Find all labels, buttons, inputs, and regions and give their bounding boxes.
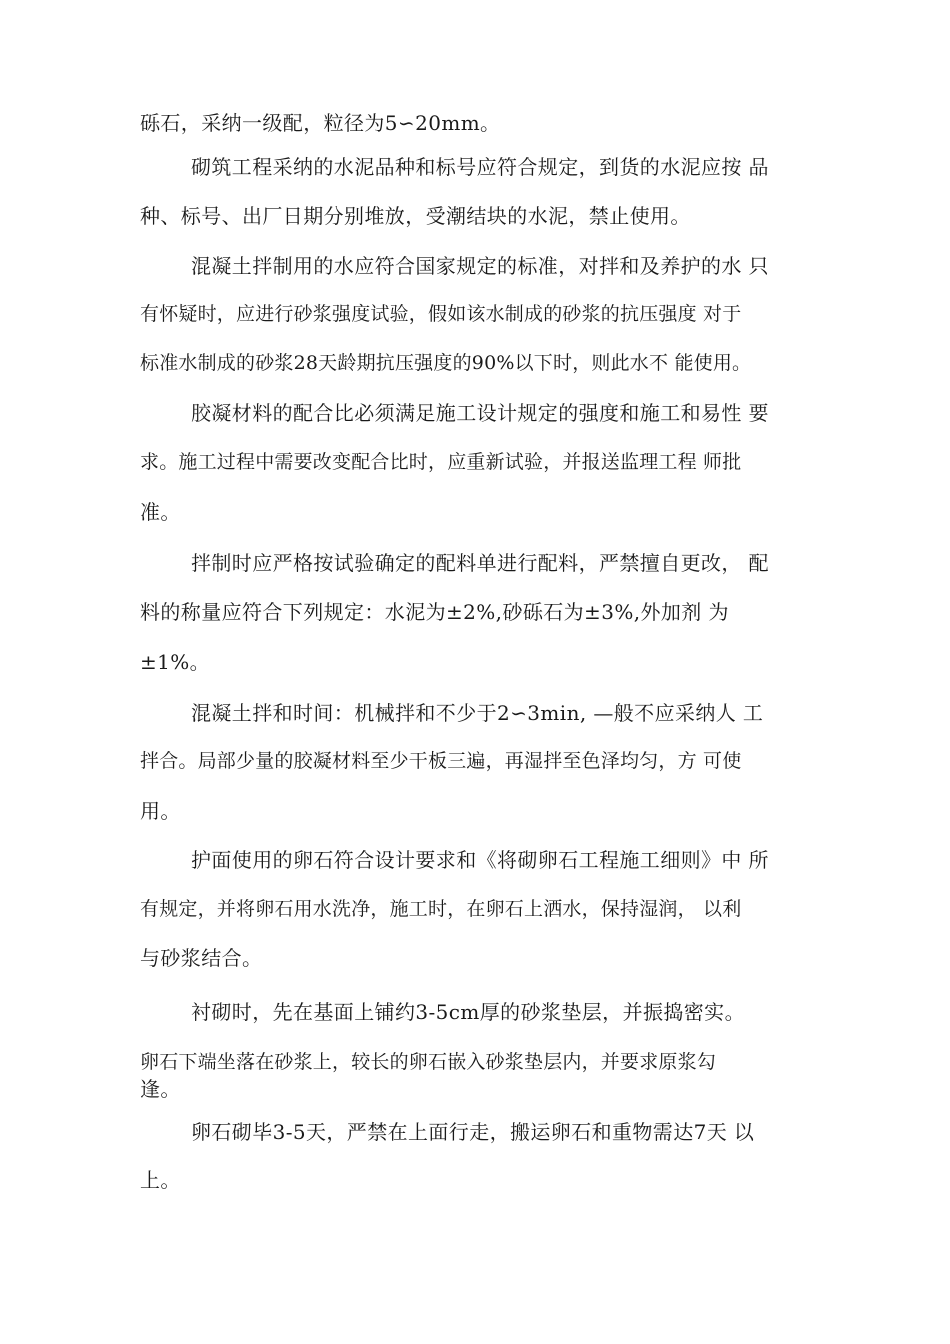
paragraph-10-line-1: 卵石砌毕3-5天，严禁在上面行走，搬运卵石和重物需达7天 以 bbox=[191, 1120, 755, 1144]
paragraph-3-line-1: 混凝土拌制用的水应符合国家规定的标准，对拌和及养护的水 只 bbox=[191, 254, 769, 278]
paragraph-4-line-1: 胶凝材料的配合比必须满足施工设计规定的强度和施工和易性 要 bbox=[191, 401, 769, 425]
paragraph-10-line-2: 上。 bbox=[140, 1168, 181, 1192]
paragraph-6-line-3: 用。 bbox=[140, 799, 181, 823]
paragraph-3-line-2: 有怀疑时，应进行砂浆强度试验，假如该水制成的砂浆的抗压强度 对于 bbox=[140, 303, 742, 325]
paragraph-6-line-2: 拌合。局部少量的胶凝材料至少干板三遍，再湿拌至色泽均匀，方 可使 bbox=[140, 750, 742, 772]
paragraph-7-line-1: 护面使用的卵石符合设计要求和《将砌卵石工程施工细则》中 所 bbox=[191, 848, 769, 872]
paragraph-8-line-1: 衬砌时，先在基面上铺约3-5cm厚的砂浆垫层，并振捣密实。 bbox=[191, 1000, 745, 1024]
paragraph-3-line-3: 标准水制成的砂浆28天龄期抗压强度的90%以下时，则此水不 能使用。 bbox=[140, 352, 752, 374]
paragraph-5-line-1: 拌制时应严格按试验确定的配料单进行配料，严禁擅自更改， 配 bbox=[191, 551, 769, 575]
paragraph-1-line-1: 砾石，采纳一级配，粒径为5∽20mm。 bbox=[140, 111, 501, 135]
paragraph-2-line-1: 砌筑工程采纳的水泥品种和标号应符合规定，到货的水泥应按 品 bbox=[191, 155, 769, 179]
paragraph-7-line-3: 与砂浆结合。 bbox=[140, 946, 263, 970]
paragraph-5-line-2: 料的称量应符合下列规定：水泥为±2%,砂砾石为±3%,外加剂 为 bbox=[140, 600, 729, 624]
paragraph-4-line-2: 求。施工过程中需要改变配合比时，应重新试验，并报送监理工程 师批 bbox=[140, 451, 742, 473]
paragraph-9-line-2: 逢。 bbox=[140, 1077, 181, 1101]
paragraph-7-line-2: 有规定，并将卵石用水洗净，施工时，在卵石上洒水，保持湿润， 以利 bbox=[140, 898, 742, 920]
paragraph-4-line-3: 准。 bbox=[140, 500, 181, 524]
paragraph-6-line-1: 混凝土拌和时间：机械拌和不少于2∽3min, —般不应采纳人 工 bbox=[191, 701, 764, 725]
paragraph-5-line-3: ±1%。 bbox=[140, 650, 211, 674]
paragraph-2-line-2: 种、标号、出厂日期分别堆放，受潮结块的水泥，禁止使用。 bbox=[140, 204, 691, 228]
paragraph-9-line-1: 卵石下端坐落在砂浆上，较长的卵石嵌入砂浆垫层内，并要求原浆勾 bbox=[140, 1051, 717, 1073]
